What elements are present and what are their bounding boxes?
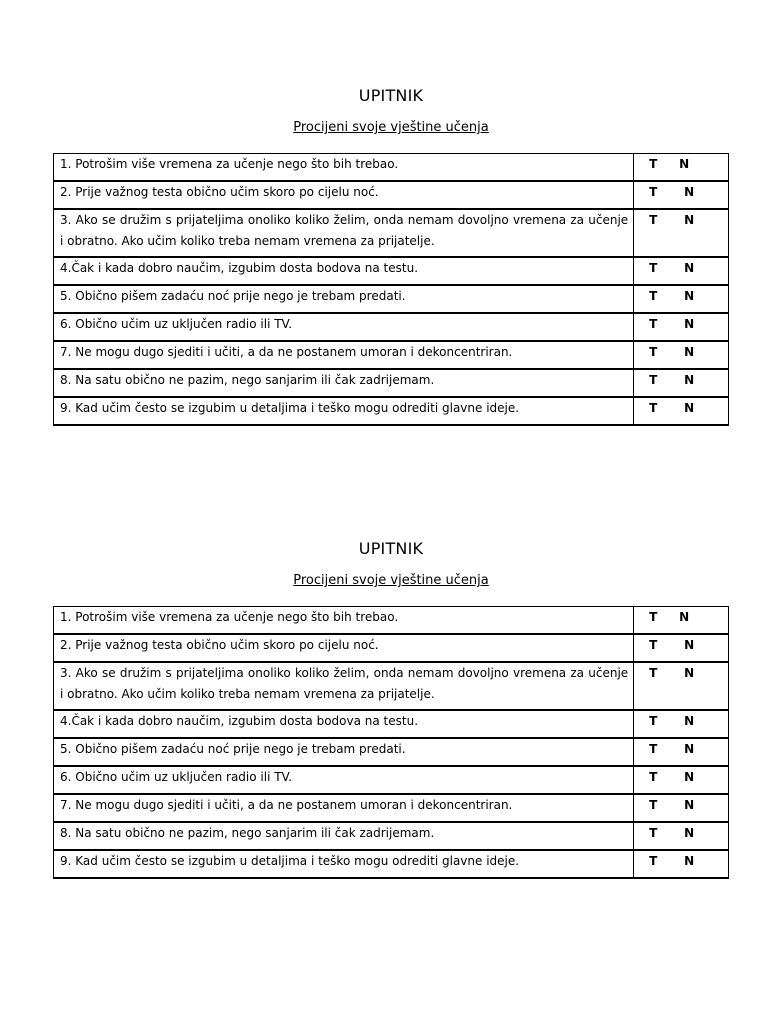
table-row (54, 766, 729, 794)
table-row (54, 257, 729, 285)
answer-options (634, 710, 729, 738)
answer-false[interactable]: N (679, 157, 690, 171)
answer-options (634, 154, 729, 182)
question-text: 8. Na satu obično ne pazim, nego sanjarim ili čak zadrijemam. (54, 822, 634, 850)
answer-true[interactable]: T (649, 213, 658, 227)
answer-options (634, 313, 729, 341)
answer-false[interactable]: N (684, 798, 695, 812)
answer-options (634, 369, 729, 397)
table-row (54, 209, 729, 257)
questionnaire-subtitle: Procijeni svoje vještine učenja (293, 573, 489, 588)
answer-options (634, 634, 729, 662)
answer-options (634, 738, 729, 766)
table-row (54, 341, 729, 369)
answer-options (634, 397, 729, 425)
answer-false[interactable]: N (684, 185, 695, 199)
answer-true[interactable]: T (649, 185, 658, 199)
answer-true[interactable]: T (649, 854, 658, 868)
table-row (54, 313, 729, 341)
table-row (54, 181, 729, 209)
answer-true[interactable]: T (649, 742, 658, 756)
question-text: 7. Ne mogu dugo sjediti i učiti, a da ne postanem umoran i dekoncentriran. (54, 794, 634, 822)
answer-false[interactable]: N (679, 610, 690, 624)
answer-false[interactable]: N (684, 213, 695, 227)
answer-options (634, 209, 729, 257)
table-row (54, 397, 729, 425)
table-row (54, 662, 729, 710)
answer-false[interactable]: N (684, 373, 695, 387)
question-text: 4.Čak i kada dobro naučim, izgubim dosta bodova na testu. (54, 710, 634, 738)
answer-false[interactable]: N (684, 261, 695, 275)
questionnaire-2 (53, 537, 729, 879)
answer-options (634, 794, 729, 822)
answer-options (634, 766, 729, 794)
answer-false[interactable]: N (684, 289, 695, 303)
answer-true[interactable]: T (649, 289, 658, 303)
table-row (54, 634, 729, 662)
answer-true[interactable]: T (649, 373, 658, 387)
question-text: 5. Obično pišem zadaću noć prije nego je trebam predati. (54, 285, 634, 313)
question-text: 1. Potrošim više vremena za učenje nego što bih trebao. (54, 154, 634, 182)
answer-false[interactable]: N (684, 666, 695, 680)
answer-options (634, 285, 729, 313)
questionnaire-title: UPITNIK (358, 86, 424, 105)
question-text: 2. Prije važnog testa obično učim skoro po cijelu noć. (54, 181, 634, 209)
question-text: 2. Prije važnog testa obično učim skoro po cijelu noć. (54, 634, 634, 662)
answer-options (634, 662, 729, 710)
answer-options (634, 181, 729, 209)
answer-true[interactable]: T (649, 666, 658, 680)
answer-true[interactable]: T (649, 401, 658, 415)
answer-false[interactable]: N (684, 826, 695, 840)
table-row (54, 738, 729, 766)
answer-false[interactable]: N (684, 401, 695, 415)
question-text: 4.Čak i kada dobro naučim, izgubim dosta bodova na testu. (54, 257, 634, 285)
question-text: 9. Kad učim često se izgubim u detaljima i teško mogu odrediti glavne ideje. (54, 397, 634, 425)
answer-false[interactable]: N (684, 770, 695, 784)
answer-true[interactable]: T (649, 638, 658, 652)
question-text: 3. Ako se družim s prijateljima onoliko koliko želim, onda nemam dovoljno vremena za učenje i obratno. Ako učim koliko treba nemam vremena za prijatelje. (54, 662, 634, 710)
question-text: 6. Obično učim uz uključen radio ili TV. (54, 313, 634, 341)
table-row (54, 369, 729, 397)
question-text: 7. Ne mogu dugo sjediti i učiti, a da ne postanem umoran i dekoncentriran. (54, 341, 634, 369)
answer-options (634, 822, 729, 850)
answer-options (634, 341, 729, 369)
answer-false[interactable]: N (684, 714, 695, 728)
questionnaire-1 (53, 84, 729, 426)
questionnaire-title: UPITNIK (358, 539, 424, 558)
answer-true[interactable]: T (649, 345, 658, 359)
answer-false[interactable]: N (684, 742, 695, 756)
question-text: 8. Na satu obično ne pazim, nego sanjarim ili čak zadrijemam. (54, 369, 634, 397)
table-row (54, 154, 729, 182)
answer-true[interactable]: T (649, 261, 658, 275)
answer-false[interactable]: N (684, 638, 695, 652)
table-row (54, 794, 729, 822)
answer-options (634, 257, 729, 285)
question-text: 6. Obično učim uz uključen radio ili TV. (54, 766, 634, 794)
table-row (54, 850, 729, 878)
answer-true[interactable]: T (649, 826, 658, 840)
answer-false[interactable]: N (684, 317, 695, 331)
table-row (54, 607, 729, 635)
answer-true[interactable]: T (649, 770, 658, 784)
table-row (54, 710, 729, 738)
answer-true[interactable]: T (649, 157, 658, 171)
questionnaire-table (53, 606, 729, 879)
answer-true[interactable]: T (649, 610, 658, 624)
table-row (54, 822, 729, 850)
answer-true[interactable]: T (649, 714, 658, 728)
table-row (54, 285, 729, 313)
answer-true[interactable]: T (649, 317, 658, 331)
answer-false[interactable]: N (684, 854, 695, 868)
question-text: 3. Ako se družim s prijateljima onoliko koliko želim, onda nemam dovoljno vremena za učenje i obratno. Ako učim koliko treba nemam vremena za prijatelje. (54, 209, 634, 257)
question-text: 1. Potrošim više vremena za učenje nego što bih trebao. (54, 607, 634, 635)
question-text: 9. Kad učim često se izgubim u detaljima i teško mogu odrediti glavne ideje. (54, 850, 634, 878)
answer-options (634, 607, 729, 635)
answer-options (634, 850, 729, 878)
question-text: 5. Obično pišem zadaću noć prije nego je trebam predati. (54, 738, 634, 766)
answer-true[interactable]: T (649, 798, 658, 812)
questionnaire-subtitle: Procijeni svoje vještine učenja (293, 120, 489, 135)
questionnaire-table (53, 153, 729, 426)
answer-false[interactable]: N (684, 345, 695, 359)
